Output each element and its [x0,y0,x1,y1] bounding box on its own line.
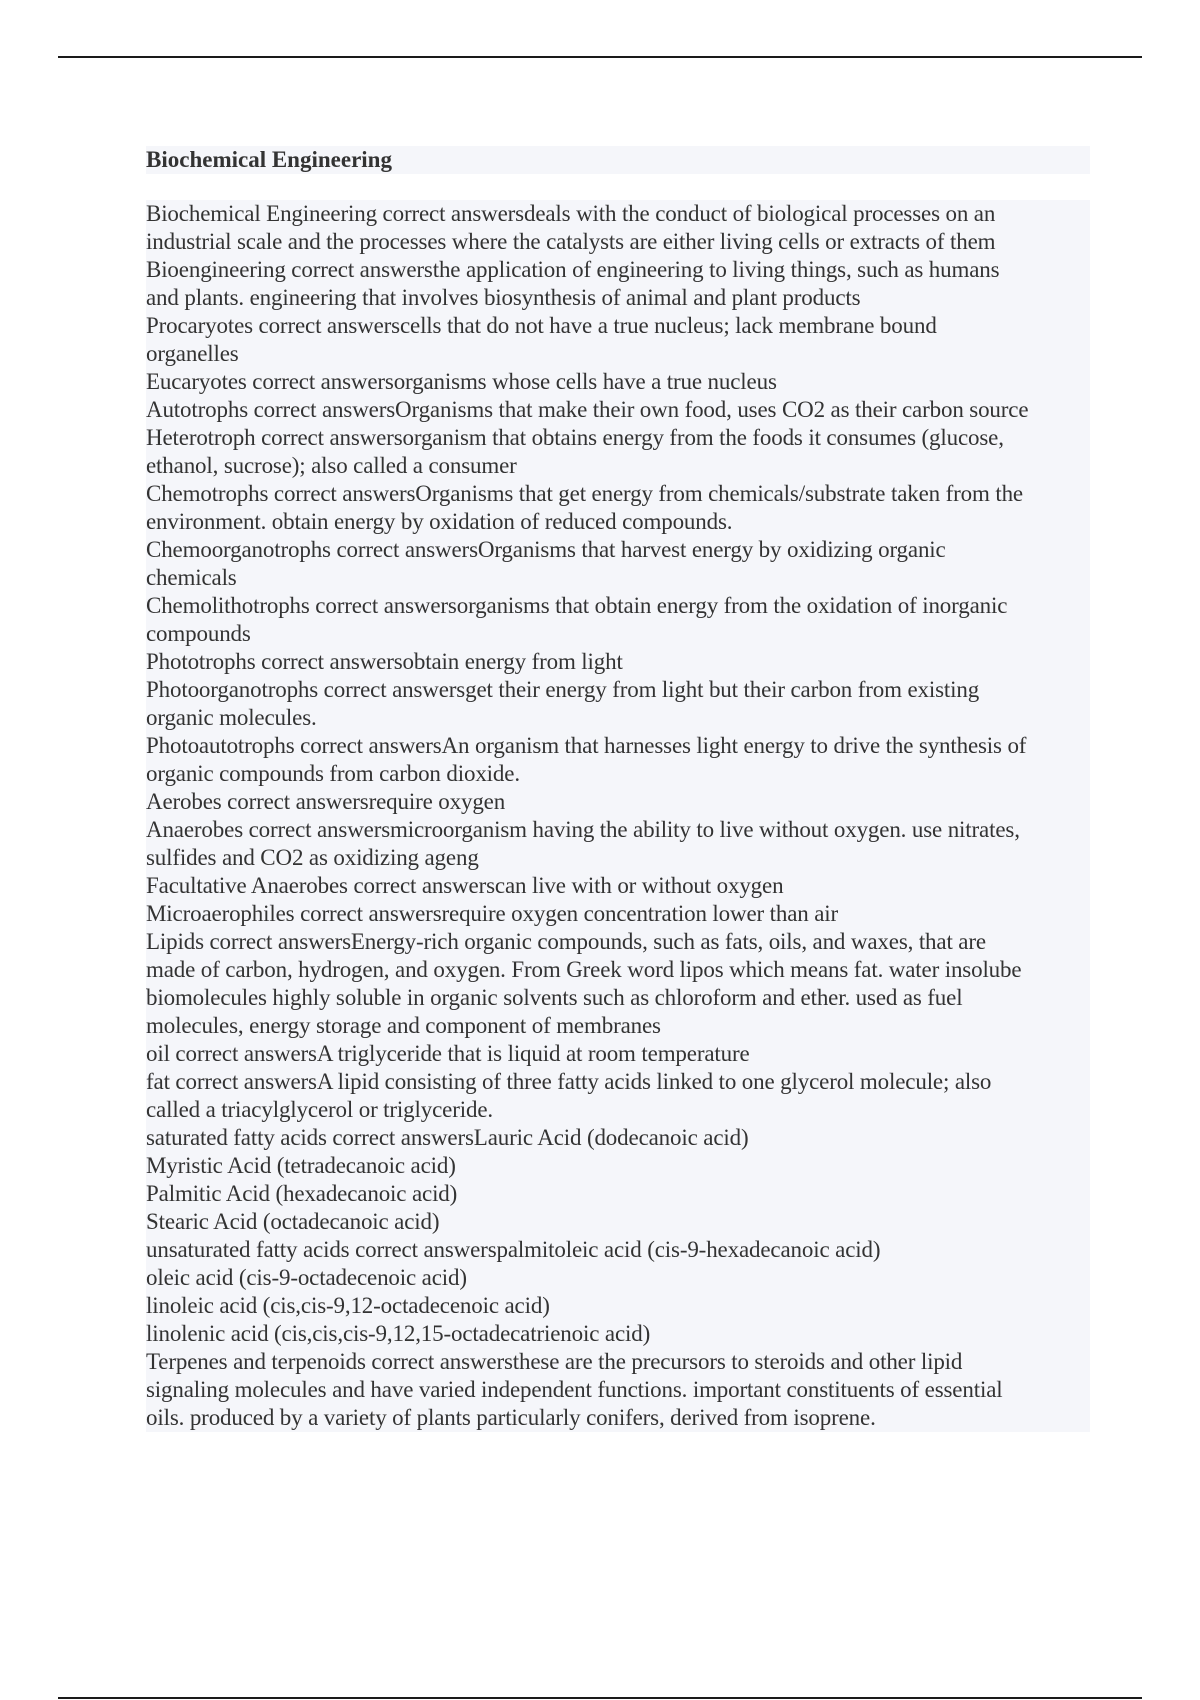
text-line: Palmitic Acid (hexadecanoic acid) [146,1180,1090,1208]
text-line: Eucaryotes correct answersorganisms whose cells have a true nucleus [146,368,1090,396]
text-line: signaling molecules and have varied independent functions. important constituents of essential [146,1376,1090,1404]
text-line: organic compounds from carbon dioxide. [146,760,1090,788]
text-line: Aerobes correct answersrequire oxygen [146,788,1090,816]
text-line: Biochemical Engineering correct answersdeals with the conduct of biological processes on an [146,200,1090,228]
text-line: unsaturated fatty acids correct answerspalmitoleic acid (cis-9-hexadecanoic acid) [146,1236,1090,1264]
text-line: chemicals [146,564,1090,592]
text-line: linoleic acid (cis,cis-9,12-octadecenoic acid) [146,1292,1090,1320]
text-line: Procaryotes correct answerscells that do not have a true nucleus; lack membrane bound [146,312,1090,340]
text-line: Lipids correct answersEnergy-rich organic compounds, such as fats, oils, and waxes, that are [146,928,1090,956]
text-line: linolenic acid (cis,cis,cis-9,12,15-octadecatrienoic acid) [146,1320,1090,1348]
text-line: organic molecules. [146,704,1090,732]
text-line: oleic acid (cis-9-octadecenoic acid) [146,1264,1090,1292]
header-rule [58,56,1142,58]
text-line: compounds [146,620,1090,648]
text-line: fat correct answersA lipid consisting of three fatty acids linked to one glycerol molecule; also [146,1068,1090,1096]
text-line: Chemotrophs correct answersOrganisms that get energy from chemicals/substrate taken from the [146,480,1090,508]
text-line: Stearic Acid (octadecanoic acid) [146,1208,1090,1236]
text-line: Phototrophs correct answersobtain energy from light [146,648,1090,676]
text-line: industrial scale and the processes where the catalysts are either living cells or extracts of them [146,228,1090,256]
text-line: Photoautotrophs correct answersAn organism that harnesses light energy to drive the synthesis of [146,732,1090,760]
text-line: sulfides and CO2 as oxidizing ageng [146,844,1090,872]
text-line: saturated fatty acids correct answersLauric Acid (dodecanoic acid) [146,1124,1090,1152]
text-line: Chemolithotrophs correct answersorganisms that obtain energy from the oxidation of inorganic [146,592,1090,620]
text-line: made of carbon, hydrogen, and oxygen. From Greek word lipos which means fat. water insolube [146,956,1090,984]
text-line: environment. obtain energy by oxidation of reduced compounds. [146,508,1090,536]
text-line: Autotrophs correct answersOrganisms that make their own food, uses CO2 as their carbon source [146,396,1090,424]
text-line: Photoorganotrophs correct answersget their energy from light but their carbon from existing [146,676,1090,704]
text-line: oils. produced by a variety of plants particularly conifers, derived from isoprene. [146,1404,1090,1432]
text-line: Bioengineering correct answersthe application of engineering to living things, such as humans [146,256,1090,284]
document-body [146,146,1090,1432]
text-line: Chemoorganotrophs correct answersOrganisms that harvest energy by oxidizing organic [146,536,1090,564]
text-line: Terpenes and terpenoids correct answersthese are the precursors to steroids and other lipid [146,1348,1090,1376]
text-line: Myristic Acid (tetradecanoic acid) [146,1152,1090,1180]
definition-list [146,200,1090,1432]
text-line: Microaerophiles correct answersrequire oxygen concentration lower than air [146,900,1090,928]
text-line: called a triacylglycerol or triglyceride. [146,1096,1090,1124]
text-line: and plants. engineering that involves biosynthesis of animal and plant products [146,284,1090,312]
text-line: biomolecules highly soluble in organic solvents such as chloroform and ether. used as fuel [146,984,1090,1012]
text-line: oil correct answersA triglyceride that is liquid at room temperature [146,1040,1090,1068]
text-line: ethanol, sucrose); also called a consumer [146,452,1090,480]
text-line: Facultative Anaerobes correct answerscan live with or without oxygen [146,872,1090,900]
text-line: organelles [146,340,1090,368]
document-title: Biochemical Engineering [146,146,1090,174]
footer-rule [58,1697,1142,1699]
text-line: Anaerobes correct answersmicroorganism having the ability to live without oxygen. use nitrates, [146,816,1090,844]
text-line: Heterotroph correct answersorganism that obtains energy from the foods it consumes (glucose, [146,424,1090,452]
text-line: molecules, energy storage and component of membranes [146,1012,1090,1040]
